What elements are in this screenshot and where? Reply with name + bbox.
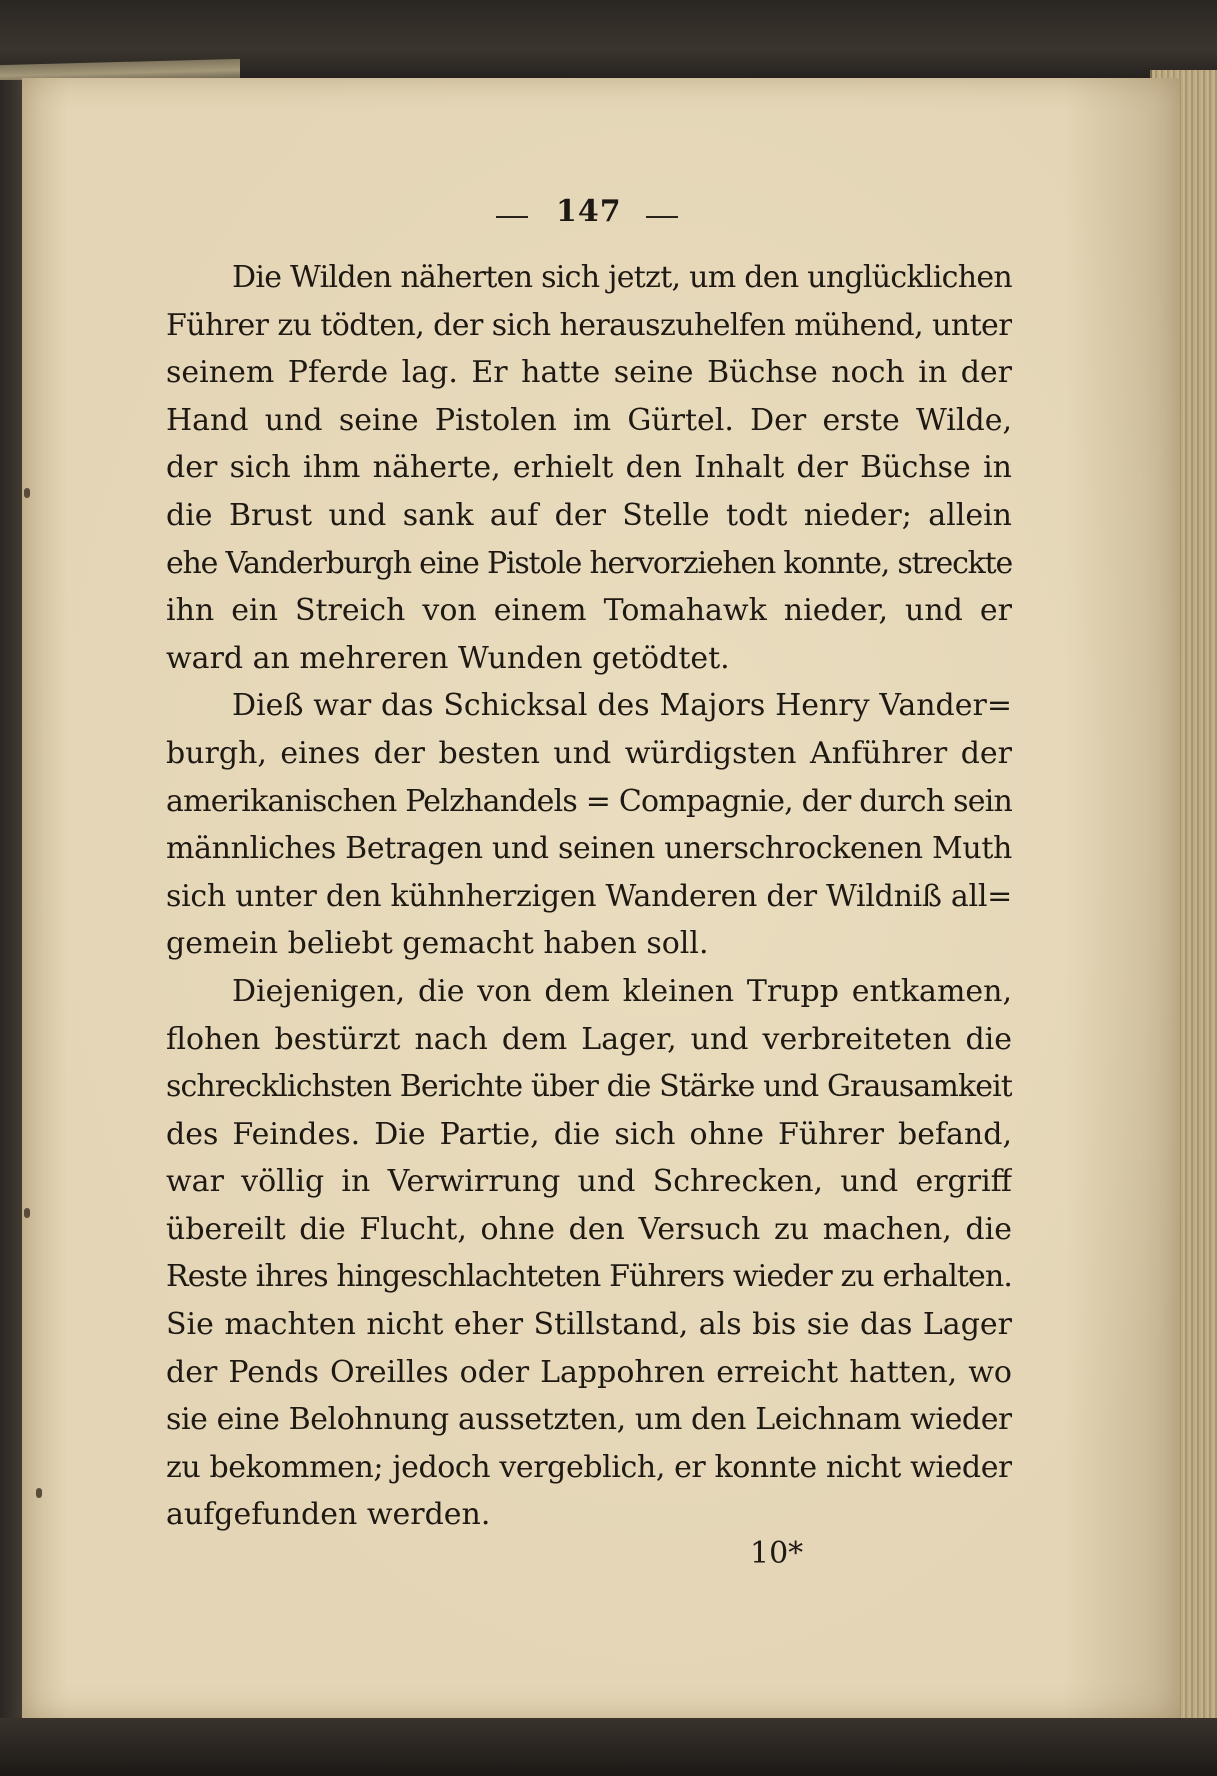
text-line: der Pends Oreilles oder Lappohren erreicht hatten, wo (166, 1354, 1012, 1390)
text-line: Führer zu tödten, der sich herauszuhelfen mühend, unter (166, 307, 1012, 343)
text-line: der sich ihm näherte, erhielt den Inhalt der Büchse in (166, 450, 1012, 486)
text-line: schrecklichsten Berichte über die Stärke und Grausamkeit (166, 1069, 1012, 1105)
paragraph-2 (166, 682, 1012, 968)
text-line: seinem Pferde lag. Er hatte seine Büchse noch in der (166, 355, 1012, 391)
text-line: ward an mehreren Wunden getödtet. (166, 640, 730, 676)
page-number: 147 (556, 194, 622, 229)
header-dash-right (646, 216, 678, 218)
text-line: Reste ihres hingeschlachteten Führers wieder zu erhalten. (166, 1259, 1012, 1295)
text-line: sich unter den kühnherzigen Wanderen der Wildniß all= (166, 878, 1012, 914)
text-line: Diejenigen, die von dem kleinen Trupp entkamen, (232, 973, 1012, 1009)
text-line: gemein beliebt gemacht haben soll. (166, 926, 709, 962)
text-line: ehe Vanderburgh eine Pistole hervorziehen konnte, streckte (166, 545, 1012, 581)
text-line: war völlig in Verwirrung und Schrecken, und ergriff (166, 1164, 1012, 1200)
text-line: des Feindes. Die Partie, die sich ohne Führer befand, (166, 1116, 1012, 1152)
binding-mark (24, 488, 30, 498)
page-content (166, 194, 1012, 1539)
text-line: amerikanischen Pelzhandels = Compagnie, der durch sein (166, 783, 1012, 819)
text-line: Dieß war das Schicksal des Majors Henry Vander= (232, 688, 1012, 724)
text-line: die Brust und sank auf der Stelle todt nieder; allein (166, 497, 1012, 533)
paragraph-3 (166, 968, 1012, 1539)
text-line: Sie machten nicht eher Stillstand, als bis sie das Lager (166, 1307, 1012, 1343)
text-line: aufgefunden werden. (166, 1497, 491, 1533)
text-line: flohen bestürzt nach dem Lager, und verbreiteten die (166, 1021, 1012, 1057)
text-line: Hand und seine Pistolen im Gürtel. Der erste Wilde, (166, 402, 1012, 438)
header-dash-left (496, 216, 528, 218)
text-line: burgh, eines der besten und würdigsten Anführer der (166, 735, 1012, 771)
page-header (166, 194, 1012, 254)
paragraph-1 (166, 254, 1012, 682)
binding-mark (24, 1208, 30, 1218)
text-line: männliches Betragen und seinen unerschrockenen Muth (166, 831, 1012, 867)
text-line: ihn ein Streich von einem Tomahawk nieder, und er (166, 593, 1012, 629)
signature-mark: 10* (750, 1536, 804, 1571)
cover-board-bottom (0, 1718, 1217, 1776)
text-line: sie eine Belohnung aussetzten, um den Leichnam wieder (166, 1402, 1012, 1438)
text-line: zu bekommen; jedoch vergeblich, er konnte nicht wieder (166, 1449, 1012, 1485)
binding-mark (36, 1488, 42, 1498)
text-line: Die Wilden näherten sich jetzt, um den unglücklichen (232, 260, 1012, 295)
text-line: übereilt die Flucht, ohne den Versuch zu machen, die (166, 1211, 1012, 1247)
